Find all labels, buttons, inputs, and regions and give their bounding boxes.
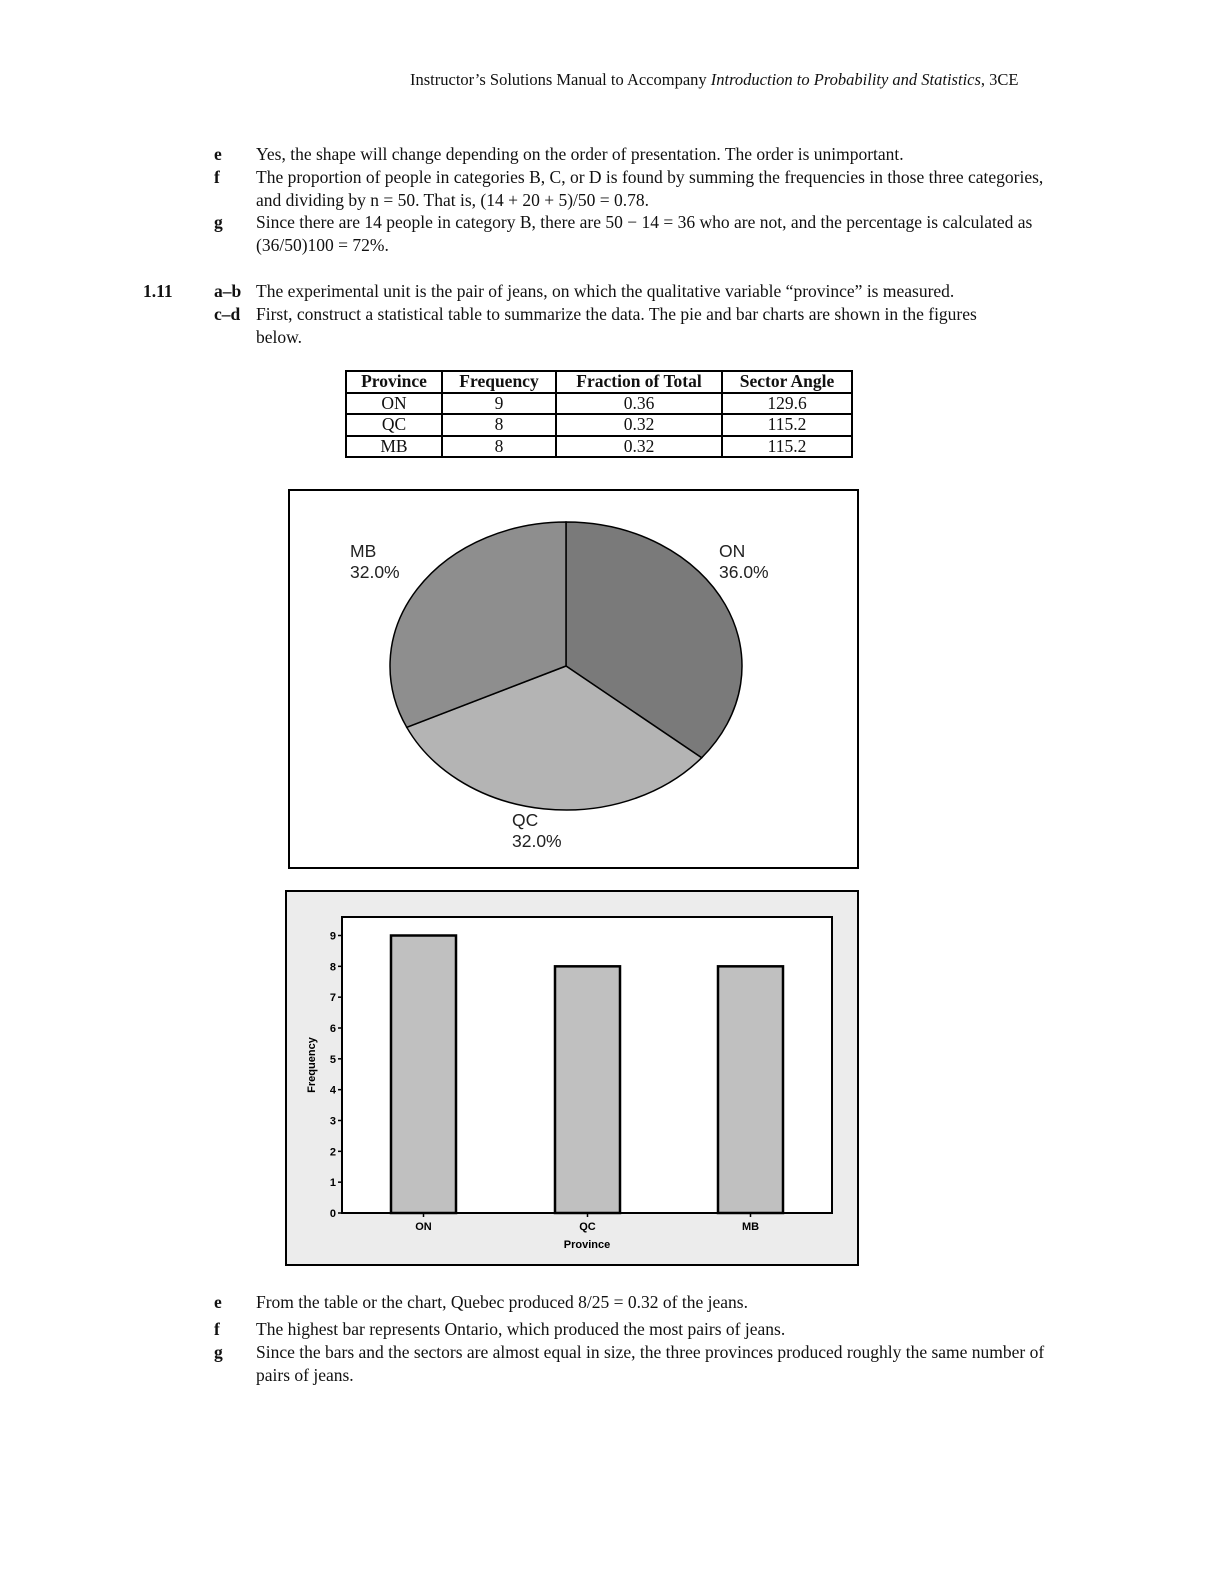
header-prefix: Instructor’s Solutions Manual to Accompany (410, 70, 711, 89)
y-tick-label: 8 (329, 961, 336, 974)
x-tick-label-qc: QC (579, 1221, 596, 1233)
pie-label-mb: MB (350, 541, 377, 561)
table-cell: 9 (442, 393, 556, 415)
table-header-row (346, 371, 852, 393)
header-book-title: Introduction to Probability and Statistics (710, 70, 981, 89)
item-text-a-b: The experimental unit is the pair of jeans, on which the qualitative variable “province” is measured. (256, 281, 955, 301)
item-text-e: From the table or the chart, Quebec produced 8/25 = 0.32 of the jeans. (256, 1292, 748, 1312)
pie-label-qc: QC (512, 810, 539, 830)
problem-number: 1.11 (143, 281, 173, 301)
item-text-c-d: First, construct a statistical table to summarize the data. The pie and bar charts are shown in the figures below. (256, 304, 977, 347)
running-header (410, 70, 1070, 90)
table-row (346, 393, 852, 415)
table-cell: 8 (442, 414, 556, 436)
table-cell: 8 (442, 436, 556, 458)
item-label-e: e (214, 1292, 222, 1312)
item-label-c-d: c–d (214, 304, 241, 324)
y-tick-label: 0 (329, 1208, 336, 1220)
table-cell: 0.32 (556, 414, 722, 436)
y-tick-label: 5 (329, 1053, 336, 1066)
table-cell: 129.6 (722, 393, 852, 415)
table-header: Province (346, 371, 442, 393)
table-cell: ON (346, 393, 442, 415)
item-text-f: The proportion of people in categories B, C, or D is found by summing the frequencies in those three categories, and dividing by n = 50. That is, (14 + 20 + 5)/50 = 0.78. (256, 167, 1044, 210)
table-row (346, 436, 852, 458)
table-cell: 0.36 (556, 393, 722, 415)
item-label-g: g (214, 1342, 223, 1362)
y-axis-label: Frequency (306, 1037, 318, 1093)
table-cell: MB (346, 436, 442, 458)
item-text-f: The highest bar represents Ontario, which produced the most pairs of jeans. (256, 1319, 786, 1339)
bar-chart-frame (285, 890, 859, 1266)
bar-chart (287, 892, 857, 1264)
frequency-table (345, 370, 853, 458)
item-label-g: g (214, 212, 223, 232)
item-text-g: Since the bars and the sectors are almost equal in size, the three provinces produced roughly the same number of pairs of jeans. (256, 1342, 1045, 1385)
table-cell: 115.2 (722, 436, 852, 458)
x-tick-label-mb: MB (741, 1221, 760, 1233)
header-suffix: , 3CE (980, 70, 1019, 89)
table-cell: QC (346, 414, 442, 436)
bar-qc (555, 966, 620, 1213)
y-tick-label: 3 (329, 1115, 336, 1128)
pie-label-on: ON (719, 541, 746, 561)
y-tick-label: 4 (329, 1084, 336, 1097)
item-text-g: Since there are 14 people in category B, there are 50 − 14 = 36 who are not, and the percentage is calculated as (36/50)100 = 72%. (256, 212, 1033, 255)
pie-percent-mb: 32.0% (350, 562, 400, 582)
table-cell: 115.2 (722, 414, 852, 436)
item-label-f: f (214, 167, 220, 187)
item-label-a-b: a–b (214, 281, 242, 301)
pie-chart-frame (288, 489, 859, 869)
y-tick-label: 1 (329, 1177, 336, 1190)
bar-on (391, 936, 456, 1214)
item-label-f: f (214, 1319, 220, 1339)
table-header: Fraction of Total (556, 371, 722, 393)
y-tick-label: 7 (329, 992, 336, 1005)
table-header: Sector Angle (722, 371, 852, 393)
item-label-e: e (214, 144, 222, 164)
x-tick-label-on: ON (415, 1221, 432, 1233)
bar-mb (718, 966, 783, 1213)
x-axis-label: Province (563, 1239, 611, 1251)
pie-percent-on: 36.0% (719, 562, 769, 582)
y-tick-label: 6 (329, 1023, 336, 1035)
pie-percent-qc: 32.0% (512, 831, 562, 851)
item-text-e: Yes, the shape will change depending on the order of presentation. The order is unimportant. (256, 144, 904, 164)
y-tick-label: 9 (329, 930, 336, 943)
y-tick-label: 2 (329, 1146, 336, 1159)
table-row (346, 414, 852, 436)
pie-chart (290, 491, 857, 867)
table-header: Frequency (442, 371, 556, 393)
table-cell: 0.32 (556, 436, 722, 458)
